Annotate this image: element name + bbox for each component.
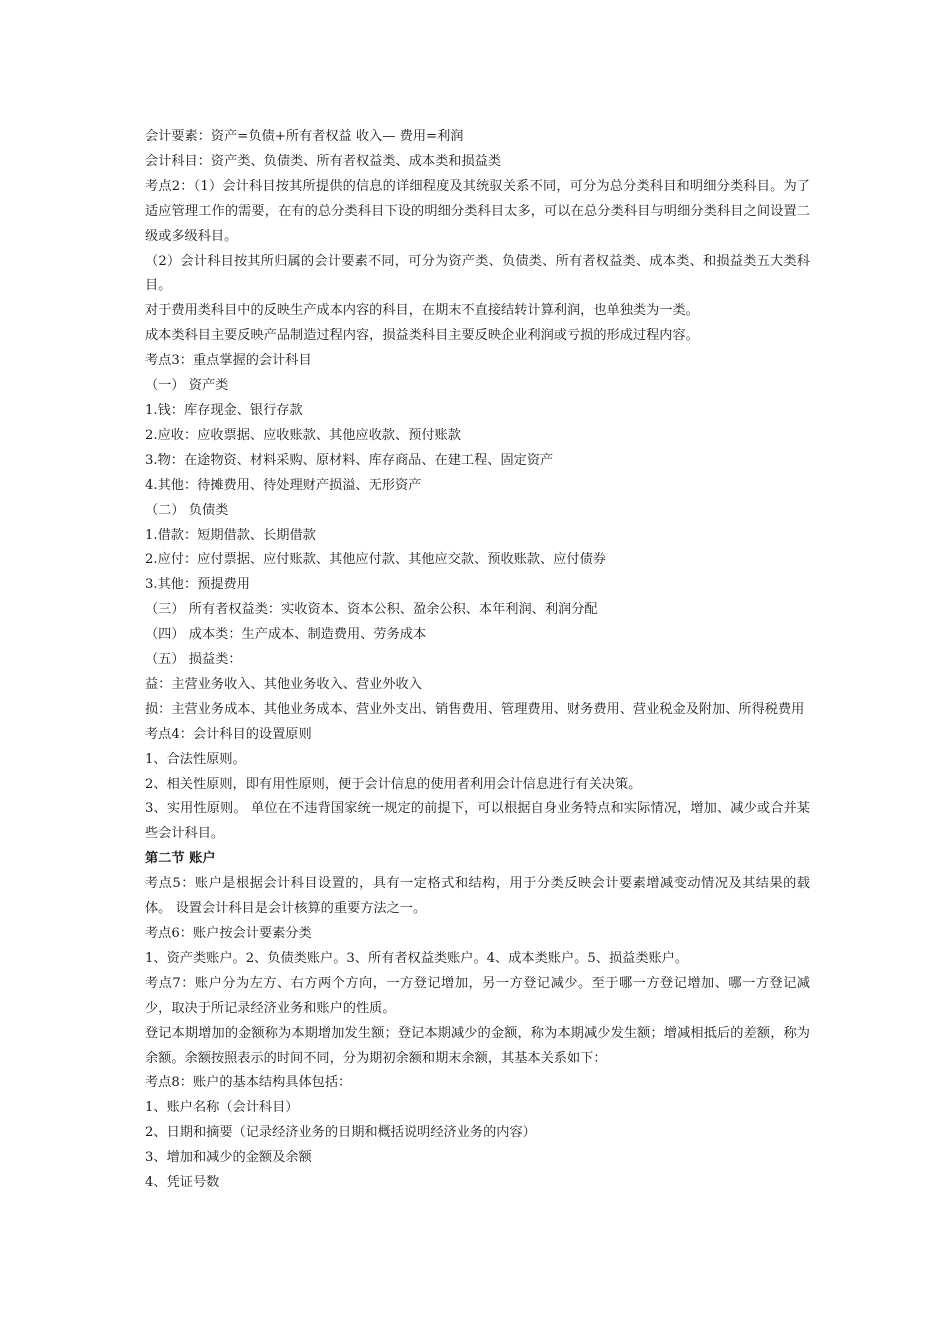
paragraph-account-types: 1、资产类账户。2、负债类账户。3、所有者权益类账户。4、成本类账户。5、损益类账户。 xyxy=(145,950,689,966)
paragraph-structure-item-1: 1、账户名称（会计科目） xyxy=(145,1100,299,1116)
paragraph-liabilities-item-2: 2.应付：应付票据、应付账款、其他应付款、其他应交款、预收账款、应付债券 xyxy=(145,552,606,568)
paragraph-liabilities-heading: （二） 负债类 xyxy=(145,502,229,518)
section-heading-accounts: 第二节 账户 xyxy=(145,851,216,867)
paragraph-point-4-title: 考点4：会计科目的设置原则 xyxy=(145,726,312,742)
paragraph-principle-2: 2、相关性原则，即有用性原则，便于会计信息的使用者利用会计信息进行有关决策。 xyxy=(145,776,642,792)
paragraph-liabilities-item-1: 1.借款：短期借款、长期借款 xyxy=(145,527,316,543)
paragraph-structure-item-4: 4、凭证号数 xyxy=(145,1175,220,1191)
paragraph-expense-subjects: 对于费用类科目中的反映生产成本内容的科目，在期末不直接结转计算利润，也单独类为一类。 xyxy=(145,303,699,319)
paragraph-point-5: 考点5：账户是根据会计科目设置的，具有一定格式和结构，用于分类反映会计要素增减变动情况及其结果的载体。 设置会计科目是会计核算的重要方法之一。 xyxy=(145,876,810,917)
paragraph-accounting-subjects: 会计科目：资产类、负债类、所有者权益类、成本类和损益类 xyxy=(145,153,502,169)
paragraph-principle-3: 3、实用性原则。 单位在不违背国家统一规定的前提下，可以根据自身业务特点和实际情况，增加、减少或合并某些会计科目。 xyxy=(145,801,810,842)
paragraph-point-3-title: 考点3：重点掌握的会计科目 xyxy=(145,353,312,369)
paragraph-principle-1: 1、合法性原则。 xyxy=(145,751,246,767)
paragraph-assets-item-1: 1.钱：库存现金、银行存款 xyxy=(145,402,303,418)
paragraph-accounting-elements: 会计要素：资产=负债+所有者权益 收入— 费用=利润 xyxy=(145,129,464,144)
paragraph-profit-loss-heading: （五） 损益类： xyxy=(145,652,242,668)
document-body xyxy=(145,125,810,1196)
paragraph-point-2-part-2: （2）会计科目按其所归属的会计要素不同，可分为资产类、负债类、所有者权益类、成本类、和损益类五大类科目。 xyxy=(145,253,810,294)
paragraph-liabilities-item-3: 3.其他：预提费用 xyxy=(145,577,250,593)
paragraph-assets-item-3: 3.物：在途物资、材料采购、原材料、库存商品、在建工程、固定资产 xyxy=(145,452,554,468)
paragraph-cost-and-profit-subjects: 成本类科目主要反映产品制造过程内容，损益类科目主要反映企业利润或亏损的形成过程内容。 xyxy=(145,328,699,344)
paragraph-point-7: 考点7：账户分为左方、右方两个方向，一方登记增加，另一方登记减少。至于哪一方登记增加、哪一方登记减少，取决于所记录经济业务和账户的性质。 xyxy=(145,975,810,1016)
paragraph-point-8-title: 考点8：账户的基本结构具体包括： xyxy=(145,1075,352,1091)
paragraph-point-6-title: 考点6：账户按会计要素分类 xyxy=(145,926,312,941)
paragraph-structure-item-2: 2、日期和摘要（记录经济业务的日期和概括说明经济业务的内容） xyxy=(145,1125,536,1141)
paragraph-loss: 损：主营业务成本、其他业务成本、营业外支出、销售费用、管理费用、财务费用、营业税金及附加、所得税费用 xyxy=(145,701,805,717)
paragraph-income: 益：主营业务收入、其他业务收入、营业外收入 xyxy=(145,676,422,692)
paragraph-assets-heading: （一） 资产类 xyxy=(145,378,229,394)
paragraph-cost: （四） 成本类：生产成本、制造费用、劳务成本 xyxy=(145,627,427,643)
paragraph-structure-item-3: 3、增加和减少的金额及余额 xyxy=(145,1150,312,1166)
paragraph-assets-item-4: 4.其他：待摊费用、待处理财产损溢、无形资产 xyxy=(145,477,422,493)
paragraph-point-2-part-1: 考点2：（1）会计科目按其所提供的信息的详细程度及其统驭关系不同，可分为总分类科目和明细分类科目。为了适应管理工作的需要，在有的总分类科目下设的明细分类科目太多，可以在总分类科目与明细分类科目之间设置二级或多级科目。 xyxy=(145,178,810,244)
paragraph-assets-item-2: 2.应收：应收票据、应收账款、其他应收款、预付账款 xyxy=(145,427,461,443)
paragraph-balance-definition: 登记本期增加的金额称为本期增加发生额；登记本期减少的金额，称为本期减少发生额；增减相抵后的差额，称为余额。余额按照表示的时间不同，分为期初余额和期末余额，其基本关系如下： xyxy=(145,1025,810,1066)
paragraph-equity: （三） 所有者权益类：实收资本、资本公积、盈余公积、本年利润、利润分配 xyxy=(145,602,598,618)
